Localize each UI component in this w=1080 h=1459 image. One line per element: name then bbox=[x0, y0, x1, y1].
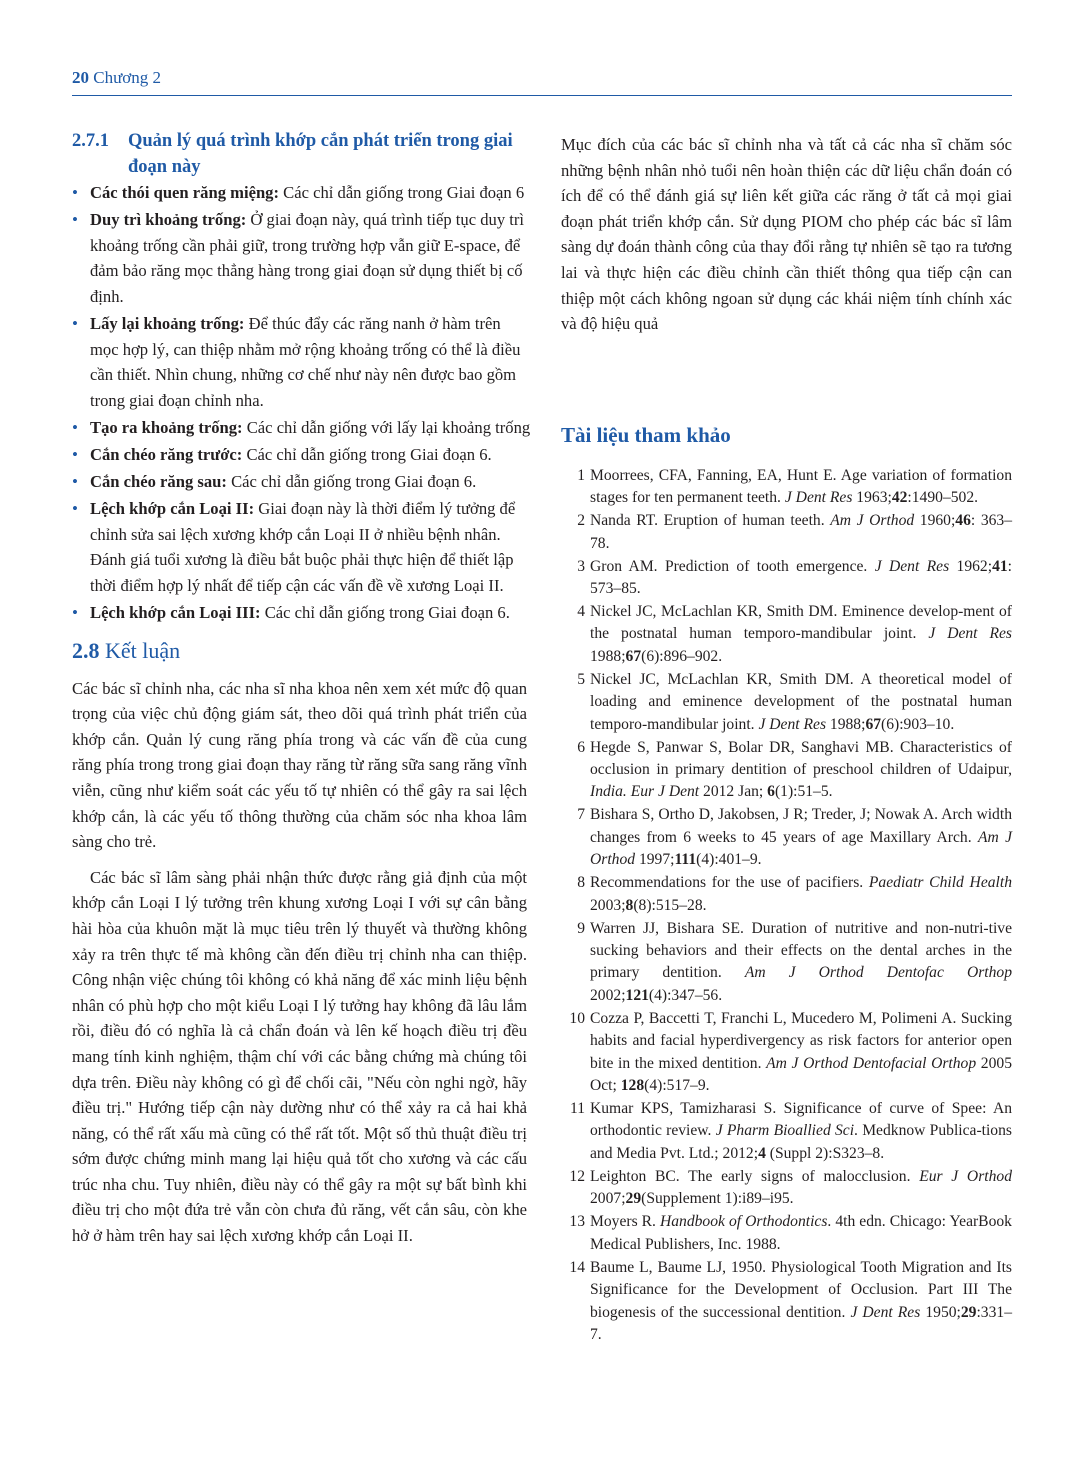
reference-number: 11 bbox=[569, 1100, 585, 1118]
reference-segment: Kumar KPS, Tamizharasi S. Significance of curve of Spee: An orthodontic review. bbox=[590, 1100, 1012, 1140]
journal-name: J Dent Res bbox=[758, 715, 827, 733]
reference-segment: Bishara S, Ortho D, Jakobsen, J R; Treder, J; Nowak A. Arch width changes from 6 weeks to 45 years of age Maxillary Arch. bbox=[590, 806, 1012, 846]
reference-number: 3 bbox=[577, 557, 585, 575]
references-heading: Tài liệu tham khảo bbox=[561, 422, 731, 447]
left-column bbox=[72, 128, 531, 1249]
bullet-text: Các chỉ dẫn giống trong Giai đoạn 6. bbox=[226, 472, 477, 492]
journal-name: J Dent Res bbox=[850, 1303, 921, 1321]
bullet-text: Các chỉ dẫn giống với lấy lại khoảng trống bbox=[242, 417, 531, 437]
journal-name: Paediatr Child Health bbox=[868, 874, 1012, 892]
bullet-item bbox=[72, 311, 527, 413]
reference-item bbox=[561, 1008, 1012, 1098]
right-column bbox=[561, 132, 1012, 1347]
volume-number: 4 bbox=[758, 1144, 766, 1162]
reference-segment: : 363–78. bbox=[590, 512, 1013, 552]
reference-segment: (8):515–28. bbox=[633, 896, 707, 914]
reference-segment: 1950; bbox=[920, 1303, 961, 1321]
volume-number: 46 bbox=[955, 512, 971, 530]
reference-segment: 2005 Oct; bbox=[590, 1054, 1012, 1095]
reference-item bbox=[561, 1211, 1012, 1256]
reference-segment: 1960; bbox=[914, 512, 956, 530]
volume-number: 29 bbox=[625, 1190, 642, 1208]
reference-item bbox=[561, 804, 1012, 871]
bullet-term: Các thói quen răng miệng: bbox=[90, 183, 279, 202]
section-title: Kết luận bbox=[105, 637, 181, 663]
reference-item bbox=[561, 669, 1012, 736]
reference-text bbox=[586, 1257, 1012, 1347]
journal-name: J Dent Res bbox=[874, 557, 950, 575]
reference-segment: 1997; bbox=[635, 851, 675, 869]
journal-name: Am J Orthod bbox=[590, 828, 1012, 869]
reference-segment: . Medknow Publica-tions and Media Pvt. Ltd.; 2012; bbox=[590, 1122, 1012, 1162]
reference-segment: (Supplement 1):i89–i95. bbox=[641, 1190, 794, 1208]
reference-segment: 2002; bbox=[590, 986, 626, 1004]
reference-segment: :331–7. bbox=[590, 1303, 1012, 1343]
reference-item bbox=[561, 510, 1012, 555]
volume-number: 111 bbox=[674, 851, 697, 869]
reference-text bbox=[586, 1211, 1012, 1256]
section-number: 2.8 bbox=[72, 637, 100, 663]
reference-text bbox=[586, 1008, 1012, 1098]
reference-text bbox=[586, 556, 1012, 601]
bullet-item bbox=[72, 469, 527, 495]
reference-segment: 2012 Jan; bbox=[699, 783, 768, 801]
volume-number: 8 bbox=[625, 896, 634, 914]
reference-number: 9 bbox=[577, 919, 585, 937]
reference-segment: Leighton BC. The early signs of malocclusion. bbox=[590, 1167, 920, 1185]
reference-item bbox=[561, 737, 1012, 804]
journal-name: J Pharm Bioallied Sci bbox=[715, 1122, 855, 1140]
reference-number: 1 bbox=[577, 466, 585, 484]
reference-item bbox=[561, 601, 1012, 668]
header-rule bbox=[72, 95, 1012, 96]
volume-number: 121 bbox=[625, 986, 649, 1004]
reference-number: 5 bbox=[577, 670, 585, 688]
reference-segment: Hegde S, Panwar S, Bolar DR, Sanghavi MB. Characteristics of occlusion in primary dentition of preschool children of Udaipur, bbox=[590, 738, 1012, 778]
reference-number: 2 bbox=[577, 512, 585, 530]
reference-number: 14 bbox=[569, 1258, 585, 1276]
reference-segment: (6):903–10. bbox=[881, 715, 955, 733]
body-paragraph: Các bác sĩ lâm sàng phải nhận thức được rằng giả định của một khớp cắn Loại I lý tưởng trên khung xương Loại I với sự cân bằng hài hòa của khuôn mặt là mục tiêu trên lý thuyết và thường không xảy ra trên thực tế mà không cần đến điều trị chỉnh nha can thiệp. Công nhận việc chúng tôi không có khả năng để xác minh liệu bệnh nhân có phù hợp cho một kiểu Loại I lý tưởng hay không đã lâu lắm rồi, điều đó có nghĩa là cả chẩn đoán và lên kế hoạch điều trị đều mang tính kinh nghiệm, thậm chí với các bằng chứng mà chúng tôi dựa trên. Điều này không có gì để chối cãi, "Nếu còn nghi ngờ, hãy điều trị." Hướng tiếp cận này dường như có thể xảy ra cả hai khả năng, có thể rất xấu mà cũng có thể rất tốt. Một số thủ thuật điều trị sớm được chứng minh mang lại hiệu quả tốt cho xương và các cấu trúc nha chu. Tuy nhiên, điều này có thể gây ra một sự bất bình khi điều trị cho một đứa trẻ vẫn còn chưa đủ răng, vết cắn sâu, còn khe hở ở hàm trên hay sai lệch xương khớp cắn Loại II. bbox=[72, 867, 527, 1246]
volume-number: 6 bbox=[767, 783, 775, 801]
reference-segment: (6):896–902. bbox=[641, 647, 723, 665]
reference-segment: 1962; bbox=[949, 557, 993, 575]
reference-number: 7 bbox=[577, 806, 585, 824]
reference-segment: 1988; bbox=[590, 647, 626, 665]
bullet-term: Duy trì khoảng trống: bbox=[90, 210, 247, 230]
bullet-item bbox=[72, 442, 527, 468]
reference-text bbox=[586, 601, 1012, 668]
reference-segment: 1963; bbox=[852, 489, 892, 507]
journal-name: Am J Orthod bbox=[830, 512, 915, 530]
bullet-text: Để thúc đẩy các răng nanh ở hàm trên mọc hợp lý, can thiệp nhằm mở rộng khoảng trống có thể là điều cần thiết. Nhìn chung, những cơ chế như này nên được bao gồm trong giai đoạn chỉnh nha. bbox=[90, 313, 521, 410]
bullet-text: Các chỉ dẫn giống trong Giai đoạn 6. bbox=[260, 603, 510, 622]
reference-item bbox=[561, 1166, 1012, 1211]
volume-number: 29 bbox=[960, 1303, 977, 1321]
bullet-term: Lệch khớp cắn Loại III: bbox=[90, 603, 261, 622]
reference-segment: :1490–502. bbox=[907, 489, 979, 507]
section-heading-2-7-1 bbox=[72, 128, 527, 180]
journal-name: J Dent Res bbox=[784, 489, 853, 507]
page-number: 20 bbox=[72, 68, 89, 87]
guideline-bullet-list bbox=[72, 180, 531, 626]
reference-number: 12 bbox=[569, 1167, 585, 1185]
journal-name: Handbook of Orthodontics bbox=[659, 1213, 828, 1231]
reference-list bbox=[561, 465, 1012, 1347]
reference-segment: Baume L, Baume LJ, 1950. Physiological Tooth Migration and Its Significance for the Development of Occlusion. Part III The biogenesis of the successional dentition. bbox=[590, 1258, 1012, 1321]
reference-number: 10 bbox=[569, 1009, 585, 1027]
section-title: Quản lý quá trình khớp cắn phát triển trong giai đoạn này bbox=[128, 131, 513, 177]
reference-segment: (Suppl 2):S323–8. bbox=[765, 1144, 885, 1162]
running-header bbox=[72, 68, 1012, 94]
bullet-item bbox=[72, 180, 557, 206]
bullet-term: Cắn chéo răng sau: bbox=[90, 472, 227, 492]
reference-text bbox=[586, 918, 1012, 1008]
bullet-text: Ở giai đoạn này, quá trình tiếp tục duy trì khoảng trống cần phải giữ, trong trường hợp vẫn giữ E-space, để đảm bảo răng mọc thẳng hàng trong giai đoạn sử dụng thiết bị cố định. bbox=[90, 210, 525, 306]
reference-number: 6 bbox=[577, 738, 585, 756]
reference-segment: 1988; bbox=[826, 715, 866, 733]
reference-number: 4 bbox=[577, 602, 585, 620]
reference-segment: Recommendations for the use of pacifiers. bbox=[590, 874, 869, 892]
reference-item bbox=[561, 1257, 1012, 1347]
reference-segment: (4):517–9. bbox=[644, 1077, 710, 1095]
body-paragraph: Mục đích của các bác sĩ chỉnh nha và tất cả các nha sĩ chăm sóc những bệnh nhân nhỏ tuổi nên hoàn thiện các dữ liệu chẩn đoán có ích để có thể đánh giá sự liên kết giữa các răng ở tất cả mọi giai đoạn phát triển khớp cắn. Sử dụng PIOM cho phép các bác sĩ lâm sàng dự đoán thành công của thay đổi rằng tự nhiên sẽ tạo ra tương lai và thực hiện các điều chỉnh cần thiết thông qua tiếp cận can thiệp một cách không ngoan sử dụng các khái niệm tính chính xác và độ hiệu quả bbox=[561, 135, 1012, 334]
reference-segment: Nickel JC, McLachlan KR, Smith DM. Eminence develop-ment of the postnatal human temporo-mandibular joint. bbox=[590, 602, 1012, 643]
reference-segment: Moyers R. bbox=[590, 1213, 660, 1231]
bullet-item bbox=[72, 207, 527, 309]
reference-segment: 2007; bbox=[590, 1190, 626, 1208]
reference-text bbox=[586, 872, 1012, 917]
reference-segment: : 573–85. bbox=[590, 557, 1012, 597]
section-heading-2-8 bbox=[72, 636, 527, 666]
bullet-text: Các chỉ dẫn giống trong Giai đoạn 6 bbox=[279, 183, 525, 202]
reference-text bbox=[586, 804, 1012, 871]
volume-number: 42 bbox=[891, 489, 908, 507]
bullet-term: Lấy lại khoảng trống: bbox=[90, 313, 245, 333]
reference-segment: Gron AM. Prediction of tooth emergence. bbox=[590, 557, 875, 575]
journal-name: Am J Orthod Dentofacial Orthop bbox=[766, 1054, 977, 1072]
bullet-text: Các chỉ dẫn giống trong Giai đoạn 6. bbox=[242, 444, 492, 464]
reference-segment: Nanda RT. Eruption of human teeth. bbox=[590, 512, 831, 530]
reference-number: 8 bbox=[577, 874, 585, 892]
chapter-label: Chương 2 bbox=[93, 68, 162, 87]
reference-number: 13 bbox=[569, 1213, 585, 1231]
reference-item bbox=[561, 465, 1012, 510]
reference-text bbox=[586, 737, 1012, 804]
reference-item bbox=[561, 918, 1012, 1008]
reference-text bbox=[586, 465, 1012, 510]
reference-segment: (4):401–9. bbox=[696, 851, 762, 869]
reference-segment: Cozza P, Baccetti T, Franchi L, Mucedero M, Polimeni A. Sucking habits and facial hyperdivergency as risk factors for anterior open bite in the mixed dentition. bbox=[590, 1009, 1012, 1072]
volume-number: 128 bbox=[620, 1077, 645, 1095]
bullet-term: Lệch khớp cắn Loại II: bbox=[90, 499, 255, 519]
bullet-item bbox=[72, 496, 527, 598]
reference-segment: Moorrees, CFA, Fanning, EA, Hunt E. Age variation of formation stages for ten permanent teeth. bbox=[590, 466, 1012, 507]
reference-text bbox=[586, 510, 1012, 555]
reference-segment: Warren JJ, Bishara SE. Duration of nutritive and non-nutri-tive sucking behaviors and their effects on the dental arches in the primary dentition. bbox=[590, 919, 1012, 982]
reference-item bbox=[561, 872, 1012, 917]
journal-name: India. Eur J Dent bbox=[590, 783, 700, 801]
journal-name: Am J Orthod Dentofac Orthop bbox=[744, 964, 1012, 982]
bullet-item bbox=[72, 415, 557, 441]
volume-number: 41 bbox=[992, 557, 1008, 575]
reference-segment: 2003; bbox=[590, 896, 626, 914]
reference-text bbox=[586, 669, 1012, 736]
reference-text bbox=[586, 1166, 1012, 1211]
reference-segment: (4):347–56. bbox=[648, 986, 723, 1004]
bullet-text: Giai đoạn này là thời điểm lý tưởng để chỉnh sửa sai lệch xương khớp cắn Loại II ở nhiều bệnh nhân. Đánh giá tuổi xương là điều bắt buộc phải thực hiện để thiết lập thời điểm hợp lý nhất để tiếp cận các vấn đề về xương Loại II. bbox=[90, 499, 516, 595]
volume-number: 67 bbox=[865, 715, 882, 733]
reference-segment: . 4th edn. Chicago: YearBook Medical Publishers, Inc. 1988. bbox=[590, 1213, 1012, 1253]
section-number: 2.7.1 bbox=[72, 131, 109, 151]
journal-name: Eur J Orthod bbox=[919, 1167, 1012, 1185]
bullet-term: Tạo ra khoảng trống: bbox=[90, 417, 243, 437]
body-paragraph: Các bác sĩ chỉnh nha, các nha sĩ nha khoa nên xem xét mức độ quan trọng của việc chủ động giám sát, theo dõi quá trình phát triển của khớp cắn. Quản lý cung răng phía trong và các vấn đề của cung răng phía trong trong giai đoạn thay răng từ răng sữa sang răng vĩnh viễn, cũng như kiểm soát các yếu tố tự nhiên có thể gây ra sai lệch khớp cắn, là các yếu tố thông thường của chăm sóc nha khoa lâm sàng cho trẻ. bbox=[72, 678, 527, 852]
reference-item bbox=[561, 1098, 1012, 1165]
volume-number: 67 bbox=[625, 647, 642, 665]
bullet-item bbox=[72, 600, 527, 626]
reference-text bbox=[586, 1098, 1012, 1165]
reference-item bbox=[561, 556, 1012, 601]
reference-segment: (1):51–5. bbox=[774, 783, 833, 801]
reference-segment: Nickel JC, McLachlan KR, Smith DM. A theoretical model of loading and eminence development of the postnatal human temporo-mandibular joint. bbox=[590, 670, 1012, 733]
journal-name: J Dent Res bbox=[928, 625, 1013, 643]
bullet-term: Cắn chéo răng trước: bbox=[90, 444, 243, 464]
